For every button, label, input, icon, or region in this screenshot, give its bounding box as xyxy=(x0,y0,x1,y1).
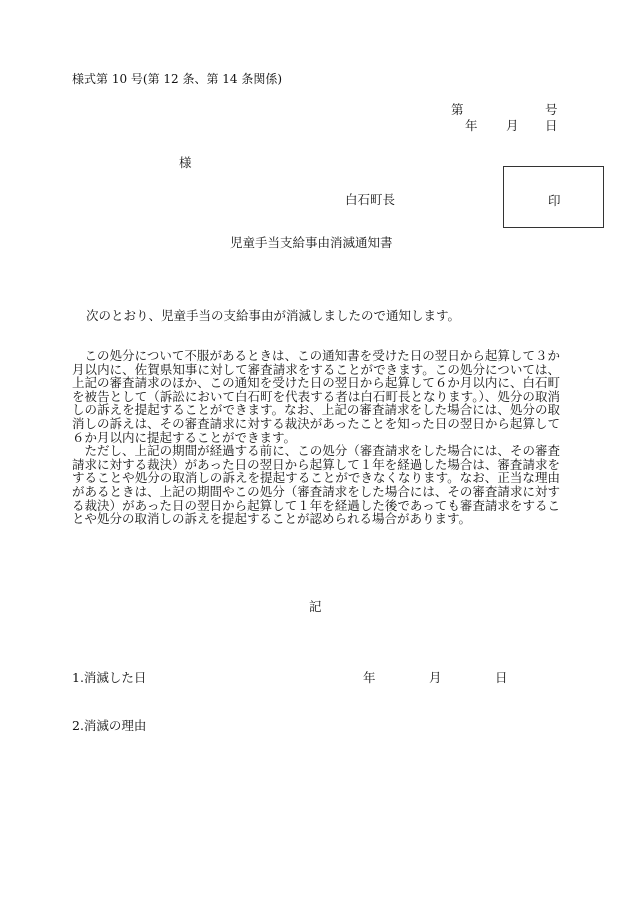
appeal-paragraph-2: ただし、上記の期間が経過する前に、この処分（審査請求をした場合には、その審査請求に対する裁決）があった日の翌日から起算して１年を経過した場合は、審査請求をすることや処分の取消しの訴えを提起することができなくなります。なお、正当な理由があるときは、上記の期間やこの処分（審査請求をした場合には、その審査請求に対する裁決）があった日の翌日から起算して１年を経過した後であっても審査請求をすることや処分の取消しの訴えを提起することが認められる場合があります。 xyxy=(72,443,560,527)
recipient-suffix: 様 xyxy=(179,155,192,170)
appeal-paragraph-1: この処分について不服があるときは、この通知書を受けた日の翌日から起算して３か月以内に、佐賀県知事に対して審査請求をすることができます。この処分については、上記の審査請求のほか、この通知を受けた日の翌日から起算して６か月以内に、白石町を被告として（訴訟において白石町を代表する者は白石町長となります。）、処分の取消しの訴えを提起することができます。なお、上記の審査請求をした場合には、処分の取消しの訴えは、その審査請求に対する裁決があったことを知った日の翌日から起算して６か月以内に提起することができます。 xyxy=(72,348,560,445)
seal-label: 印 xyxy=(548,193,561,208)
date-year: 年 xyxy=(465,118,478,133)
ki-heading: 記 xyxy=(309,599,322,614)
extinction-reason-label: 2.消滅の理由 xyxy=(72,718,147,733)
extinction-date-year: 年 xyxy=(363,670,376,685)
doc-number-prefix: 第 xyxy=(451,102,464,117)
notice-text: 次のとおり、児童手当の支給事由が消滅しましたので通知します。 xyxy=(86,308,461,323)
document-title: 児童手当支給事由消滅通知書 xyxy=(230,235,393,250)
doc-number-suffix: 号 xyxy=(545,102,558,117)
seal-box xyxy=(503,166,604,228)
date-month: 月 xyxy=(506,118,519,133)
date-day: 日 xyxy=(545,118,558,133)
form-label: 様式第 10 号(第 12 条、第 14 条関係) xyxy=(72,72,283,86)
extinction-date-month: 月 xyxy=(429,670,442,685)
appeal-text xyxy=(72,349,560,526)
sender-name: 白石町長 xyxy=(345,192,396,207)
extinction-date-day: 日 xyxy=(495,670,508,685)
extinction-date-label: 1.消滅した日 xyxy=(72,670,147,685)
